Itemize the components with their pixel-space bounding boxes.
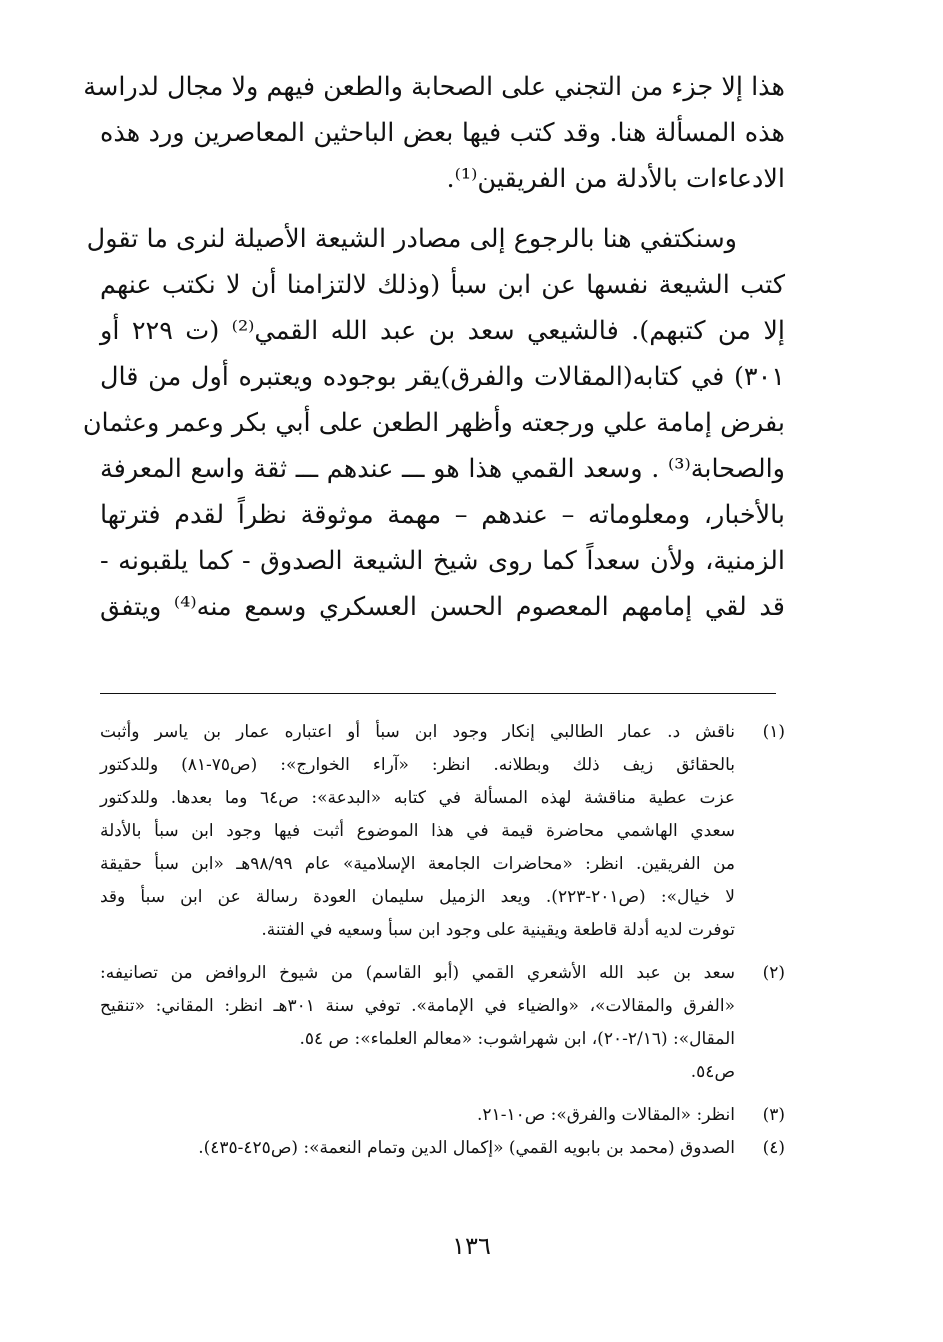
- footnote-line: المقال»: (٢/١٦-٢٠)، ابن شهراشوب: «معالم العلماء»: ص ٥٤.: [299, 1029, 735, 1049]
- footnote-line: «الفرق والمقالات»، «والضياء في الإمامة». توفي سنة ٣٠١هـ انظر: المقاني: «تنقيح: [100, 996, 735, 1016]
- body-line: إلا من كتبهم). فالشيعي سعد بن عبد الله القمي⁽²⁾ (ت ٢٢٩ أو: [100, 316, 785, 346]
- footnote-line: الصدوق (محمد بن بابويه القمي) «إكمال الدين وتمام النعمة»: (ص٤٢٥-٤٣٥).: [198, 1138, 735, 1158]
- footnote-line: من الفريقين. انظر: «محاضرات الجامعة الإسلامية» عام ٩٨/٩٩هـ «ابن سبأ حقيقة: [100, 854, 735, 874]
- footnote-line: سعد بن عبد الله الأشعري القمي (أبو القاسم) من شيوخ الروافض من تصانيفه:: [100, 963, 735, 983]
- body-line: هذا إلا جزء من التجني على الصحابة والطعن فيهم ولا مجال لدراسة: [83, 72, 785, 102]
- footnote-number: (٣): [762, 1105, 785, 1125]
- footnote-divider: [100, 693, 776, 694]
- body-line: والصحابة⁽³⁾ . وسعد القمي هذا هو ـــ عندهم ـــ ثقة واسع المعرفة: [100, 454, 785, 484]
- body-line: الزمنية، ولأن سعداً كما روى شيخ الشيعة الصدوق - كما يلقبونه -: [100, 546, 785, 576]
- paragraph-2: [82, 216, 785, 630]
- footnote-text: [100, 957, 735, 1089]
- footnote-number: (٢): [762, 963, 785, 983]
- footnote-number: (٤): [762, 1138, 785, 1158]
- footnote-4: [100, 1132, 785, 1165]
- footnote-line: ناقش د. عمار الطالبي إنكار وجود ابن سبأ أو اعتباره عمار بن ياسر وأثبت: [100, 722, 735, 742]
- footnote-line: توفرت لديه أدلة قاطعة ويقينية على وجود ابن سبأ وسعيه في الفتنة.: [261, 920, 735, 940]
- body-line: وسنكتفي هنا بالرجوع إلى مصادر الشيعة الأصيلة لنرى ما تقول: [86, 224, 737, 254]
- footnote-gap: [100, 947, 785, 957]
- footnote-3: [100, 1099, 785, 1132]
- body-line: قد لقي إمامهم المعصوم الحسن العسكري وسمع منه⁽⁴⁾ ويتفق: [100, 592, 785, 622]
- body-line: بالأخبار، ومعلوماته – عندهم – مهمة موثوقة نظراً لقدم فترتها: [100, 500, 785, 530]
- footnote-number: (١): [762, 722, 785, 742]
- footnote-text: [100, 1099, 735, 1132]
- main-text: [82, 64, 785, 630]
- paragraph-1: [83, 64, 785, 202]
- footnote-1: [100, 716, 785, 947]
- footnote-line: عزت عطية مناقشة لهذه المسألة في كتابه «البدعة»: ص٦٤ وما بعدها. وللدكتور: [100, 788, 735, 808]
- footnote-gap: [100, 1089, 785, 1099]
- footnote-line: بالحقائق زيف ذلك وبطلانه. انظر: «آراء الخوارج»: (ص٧٥-٨١) وللدكتور: [100, 755, 735, 775]
- footnote-line: لا خيال»: (ص٢٠١-٢٢٣). ويعد الزميل سليمان العودة رسالة عن ابن سبأ وقد: [100, 887, 735, 907]
- footnote-text: [100, 716, 735, 947]
- body-line: بفرض إمامة علي ورجعته وأظهر الطعن على أبي بكر وعمر وعثمان: [82, 408, 785, 438]
- footnotes: [100, 716, 785, 1165]
- body-line: الادعاءات بالأدلة من الفريقين⁽¹⁾.: [446, 164, 785, 194]
- footnote-2: [100, 957, 785, 1089]
- paragraph-gap: [100, 202, 785, 216]
- body-line: هذه المسألة هنا. وقد كتب فيها بعض الباحثين المعاصرين ورد هذه: [100, 118, 785, 148]
- footnote-line: انظر: «المقالات والفرق»: ص١٠-٢١.: [477, 1105, 735, 1125]
- page-number: ١٣٦: [452, 1232, 491, 1260]
- footnote-text: [100, 1132, 735, 1165]
- footnote-line: سعدي الهاشمي محاضرة قيمة في هذا الموضوع أثبت فيها وجود ابن سبأ بالأدلة: [100, 821, 735, 841]
- footnote-line: ص٥٤.: [690, 1062, 735, 1082]
- body-line: كتب الشيعة نفسها عن ابن سبأ (وذلك لالتزامنا أن لا نكتب عنهم: [100, 270, 785, 300]
- body-line: ٣٠١) في كتابه(المقالات والفرق)يقر بوجوده ويعتبره أول من قال: [100, 362, 785, 392]
